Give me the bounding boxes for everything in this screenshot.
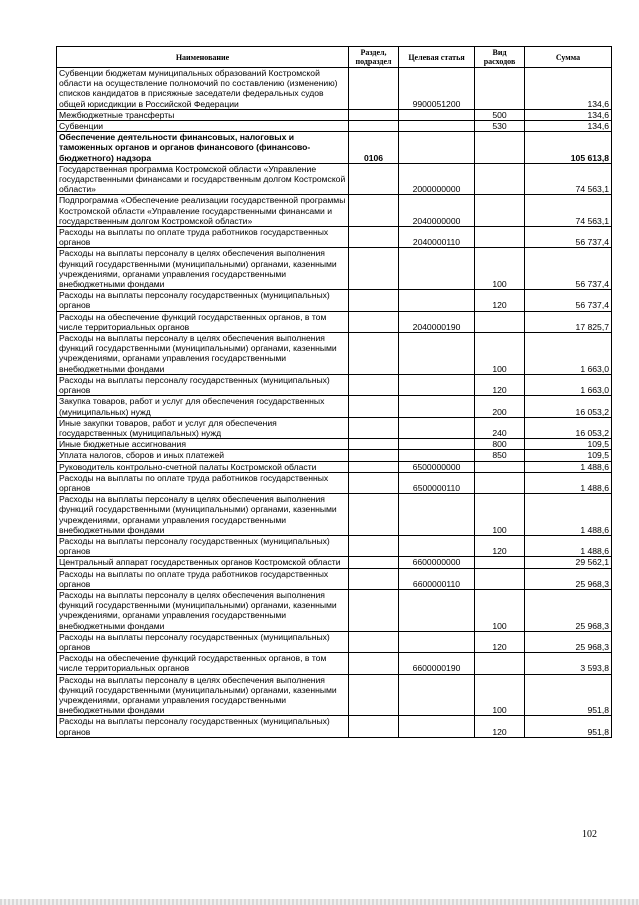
row-target-cell bbox=[399, 589, 475, 631]
row-sum-cell: 25 968,3 bbox=[525, 568, 612, 589]
row-section-cell bbox=[349, 68, 399, 110]
row-section-cell bbox=[349, 227, 399, 248]
row-name-cell: Расходы на выплаты персоналу государственных (муниципальных) органов bbox=[57, 631, 349, 652]
row-section-cell bbox=[349, 396, 399, 417]
row-target-cell bbox=[399, 109, 475, 120]
row-target-cell: 2040000190 bbox=[399, 311, 475, 332]
table-row bbox=[57, 494, 612, 536]
table-row bbox=[57, 132, 612, 164]
row-name-cell: Расходы на выплаты по оплате труда работников государственных органов bbox=[57, 227, 349, 248]
row-name-cell: Иные закупки товаров, работ и услуг для обеспечения государственных (муниципальных) нужд bbox=[57, 417, 349, 438]
table-row bbox=[57, 557, 612, 568]
row-sum-cell: 74 563,1 bbox=[525, 163, 612, 195]
row-section-cell bbox=[349, 674, 399, 716]
row-section-cell bbox=[349, 653, 399, 674]
row-type-cell bbox=[475, 68, 525, 110]
row-target-cell bbox=[399, 374, 475, 395]
row-target-cell: 6600000000 bbox=[399, 557, 475, 568]
row-section-cell bbox=[349, 716, 399, 737]
row-name-cell: Расходы на выплаты персоналу в целях обеспечения выполнения функций государственными (муниципальными) органами, казенными учреждениями, органами управления государственными внебюджетными фондами bbox=[57, 589, 349, 631]
table-row bbox=[57, 227, 612, 248]
row-section-cell bbox=[349, 461, 399, 472]
row-section-cell bbox=[349, 109, 399, 120]
row-sum-cell: 16 053,2 bbox=[525, 417, 612, 438]
row-section-cell bbox=[349, 248, 399, 290]
row-section-cell bbox=[349, 631, 399, 652]
table-row bbox=[57, 631, 612, 652]
row-name-cell: Расходы на выплаты персоналу государственных (муниципальных) органов bbox=[57, 374, 349, 395]
header-target: Целевая статья bbox=[399, 47, 475, 68]
table-row bbox=[57, 568, 612, 589]
table-row bbox=[57, 109, 612, 120]
row-type-cell: 120 bbox=[475, 374, 525, 395]
page-number: 102 bbox=[582, 829, 597, 840]
row-section-cell bbox=[349, 121, 399, 132]
table-row bbox=[57, 121, 612, 132]
row-target-cell bbox=[399, 535, 475, 556]
row-sum-cell: 17 825,7 bbox=[525, 311, 612, 332]
row-target-cell: 6600000110 bbox=[399, 568, 475, 589]
row-target-cell bbox=[399, 439, 475, 450]
row-name-cell: Государственная программа Костромской области «Управление государственными финансами и государственным долгом Костромской области» bbox=[57, 163, 349, 195]
row-target-cell bbox=[399, 631, 475, 652]
row-name-cell: Расходы на обеспечение функций государственных органов, в том числе территориальных органов bbox=[57, 311, 349, 332]
row-name-cell: Расходы на выплаты персоналу в целях обеспечения выполнения функций государственными (муниципальными) органами, казенными учреждениями, органами управления государственными внебюджетными фондами bbox=[57, 248, 349, 290]
row-type-cell bbox=[475, 132, 525, 164]
row-sum-cell: 134,6 bbox=[525, 109, 612, 120]
row-sum-cell: 1 663,0 bbox=[525, 333, 612, 375]
row-name-cell: Закупка товаров, работ и услуг для обеспечения государственных (муниципальных) нужд bbox=[57, 396, 349, 417]
row-name-cell: Расходы на выплаты персоналу в целях обеспечения выполнения функций государственными (муниципальными) органами, казенными учреждениями, органами управления государственными внебюджетными фондами bbox=[57, 333, 349, 375]
row-name-cell: Уплата налогов, сборов и иных платежей bbox=[57, 450, 349, 461]
row-section-cell bbox=[349, 374, 399, 395]
row-name-cell: Руководитель контрольно-счетной палаты Костромской области bbox=[57, 461, 349, 472]
table-row bbox=[57, 195, 612, 227]
row-name-cell: Субвенции bbox=[57, 121, 349, 132]
table-row bbox=[57, 472, 612, 493]
row-sum-cell: 109,5 bbox=[525, 450, 612, 461]
row-sum-cell: 25 968,3 bbox=[525, 589, 612, 631]
row-type-cell: 100 bbox=[475, 674, 525, 716]
table-row bbox=[57, 68, 612, 110]
row-sum-cell: 105 613,8 bbox=[525, 132, 612, 164]
table-row bbox=[57, 248, 612, 290]
row-target-cell: 6500000000 bbox=[399, 461, 475, 472]
row-section-cell bbox=[349, 494, 399, 536]
row-target-cell bbox=[399, 417, 475, 438]
table-row bbox=[57, 674, 612, 716]
row-name-cell: Расходы на выплаты персоналу государственных (муниципальных) органов bbox=[57, 716, 349, 737]
row-type-cell bbox=[475, 653, 525, 674]
row-target-cell bbox=[399, 333, 475, 375]
row-target-cell: 2040000000 bbox=[399, 195, 475, 227]
row-target-cell: 9900051200 bbox=[399, 68, 475, 110]
table-row bbox=[57, 333, 612, 375]
row-target-cell bbox=[399, 248, 475, 290]
row-target-cell bbox=[399, 716, 475, 737]
row-type-cell bbox=[475, 195, 525, 227]
row-target-cell bbox=[399, 132, 475, 164]
row-type-cell: 100 bbox=[475, 248, 525, 290]
row-name-cell: Центральный аппарат государственных органов Костромской области bbox=[57, 557, 349, 568]
row-type-cell: 120 bbox=[475, 535, 525, 556]
table-row bbox=[57, 653, 612, 674]
table-row bbox=[57, 450, 612, 461]
row-type-cell: 100 bbox=[475, 589, 525, 631]
row-type-cell bbox=[475, 163, 525, 195]
table-row bbox=[57, 461, 612, 472]
row-sum-cell: 25 968,3 bbox=[525, 631, 612, 652]
table-row bbox=[57, 311, 612, 332]
row-type-cell bbox=[475, 227, 525, 248]
row-sum-cell: 951,8 bbox=[525, 674, 612, 716]
row-sum-cell: 29 562,1 bbox=[525, 557, 612, 568]
table-row bbox=[57, 374, 612, 395]
row-sum-cell: 109,5 bbox=[525, 439, 612, 450]
row-section-cell bbox=[349, 417, 399, 438]
row-sum-cell: 56 737,4 bbox=[525, 227, 612, 248]
row-section-cell: 0106 bbox=[349, 132, 399, 164]
row-target-cell: 2040000110 bbox=[399, 227, 475, 248]
row-sum-cell: 951,8 bbox=[525, 716, 612, 737]
row-sum-cell: 1 488,6 bbox=[525, 461, 612, 472]
row-type-cell: 500 bbox=[475, 109, 525, 120]
header-section: Раздел, подраздел bbox=[349, 47, 399, 68]
table-row bbox=[57, 535, 612, 556]
row-target-cell bbox=[399, 450, 475, 461]
row-type-cell: 850 bbox=[475, 450, 525, 461]
row-section-cell bbox=[349, 290, 399, 311]
row-type-cell bbox=[475, 472, 525, 493]
row-name-cell: Обеспечение деятельности финансовых, налоговых и таможенных органов и органов финансового (финансово-бюджетного) надзора bbox=[57, 132, 349, 164]
table-row bbox=[57, 716, 612, 737]
row-sum-cell: 1 488,6 bbox=[525, 494, 612, 536]
row-section-cell bbox=[349, 589, 399, 631]
row-name-cell: Расходы на выплаты персоналу государственных (муниципальных) органов bbox=[57, 290, 349, 311]
row-sum-cell: 1 488,6 bbox=[525, 472, 612, 493]
row-target-cell: 6500000110 bbox=[399, 472, 475, 493]
row-section-cell bbox=[349, 195, 399, 227]
row-name-cell: Расходы на выплаты персоналу в целях обеспечения выполнения функций государственными (муниципальными) органами, казенными учреждениями, органами управления государственными внебюджетными фондами bbox=[57, 674, 349, 716]
row-name-cell: Расходы на выплаты персоналу государственных (муниципальных) органов bbox=[57, 535, 349, 556]
row-type-cell: 100 bbox=[475, 494, 525, 536]
row-target-cell bbox=[399, 674, 475, 716]
row-sum-cell: 134,6 bbox=[525, 68, 612, 110]
row-sum-cell: 56 737,4 bbox=[525, 290, 612, 311]
scan-edge-decoration bbox=[0, 899, 639, 905]
table-row bbox=[57, 290, 612, 311]
table-row bbox=[57, 163, 612, 195]
row-name-cell: Субвенции бюджетам муниципальных образований Костромской области на осуществление полномочий по составлению (изменению) списков кандидатов в присяжные заседатели федеральных судов общей юрисдикции в Российской Федерации bbox=[57, 68, 349, 110]
row-section-cell bbox=[349, 311, 399, 332]
row-target-cell: 2000000000 bbox=[399, 163, 475, 195]
row-name-cell: Расходы на выплаты по оплате труда работников государственных органов bbox=[57, 472, 349, 493]
row-section-cell bbox=[349, 568, 399, 589]
row-target-cell bbox=[399, 494, 475, 536]
row-name-cell: Расходы на выплаты персоналу в целях обеспечения выполнения функций государственными (муниципальными) органами, казенными учреждениями, органами управления государственными внебюджетными фондами bbox=[57, 494, 349, 536]
row-name-cell: Межбюджетные трансферты bbox=[57, 109, 349, 120]
row-type-cell: 120 bbox=[475, 631, 525, 652]
table-row bbox=[57, 589, 612, 631]
row-section-cell bbox=[349, 472, 399, 493]
row-target-cell bbox=[399, 396, 475, 417]
table-row bbox=[57, 439, 612, 450]
row-sum-cell: 134,6 bbox=[525, 121, 612, 132]
row-section-cell bbox=[349, 439, 399, 450]
row-type-cell bbox=[475, 461, 525, 472]
row-sum-cell: 56 737,4 bbox=[525, 248, 612, 290]
row-section-cell bbox=[349, 163, 399, 195]
row-sum-cell: 74 563,1 bbox=[525, 195, 612, 227]
row-type-cell: 530 bbox=[475, 121, 525, 132]
header-sum: Сумма bbox=[525, 47, 612, 68]
row-type-cell: 120 bbox=[475, 290, 525, 311]
row-sum-cell: 1 488,6 bbox=[525, 535, 612, 556]
row-target-cell bbox=[399, 121, 475, 132]
row-section-cell bbox=[349, 535, 399, 556]
row-type-cell: 240 bbox=[475, 417, 525, 438]
row-section-cell bbox=[349, 557, 399, 568]
row-target-cell: 6600000190 bbox=[399, 653, 475, 674]
row-sum-cell: 16 053,2 bbox=[525, 396, 612, 417]
row-type-cell bbox=[475, 557, 525, 568]
row-type-cell: 800 bbox=[475, 439, 525, 450]
row-type-cell bbox=[475, 311, 525, 332]
row-section-cell bbox=[349, 450, 399, 461]
table-row bbox=[57, 417, 612, 438]
row-name-cell: Иные бюджетные ассигнования bbox=[57, 439, 349, 450]
budget-table bbox=[56, 46, 612, 738]
row-type-cell bbox=[475, 568, 525, 589]
row-sum-cell: 1 663,0 bbox=[525, 374, 612, 395]
row-name-cell: Расходы на обеспечение функций государственных органов, в том числе территориальных органов bbox=[57, 653, 349, 674]
row-type-cell: 200 bbox=[475, 396, 525, 417]
row-section-cell bbox=[349, 333, 399, 375]
row-sum-cell: 3 593,8 bbox=[525, 653, 612, 674]
table-header-row bbox=[57, 47, 612, 68]
header-name: Наименование bbox=[57, 47, 349, 68]
row-type-cell: 100 bbox=[475, 333, 525, 375]
row-target-cell bbox=[399, 290, 475, 311]
row-name-cell: Расходы на выплаты по оплате труда работников государственных органов bbox=[57, 568, 349, 589]
table-row bbox=[57, 396, 612, 417]
row-type-cell: 120 bbox=[475, 716, 525, 737]
header-type: Вид расходов bbox=[475, 47, 525, 68]
row-name-cell: Подпрограмма «Обеспечение реализации государственной программы Костромской области «Управление государственными финансами и государственным долгом Костромской области» bbox=[57, 195, 349, 227]
